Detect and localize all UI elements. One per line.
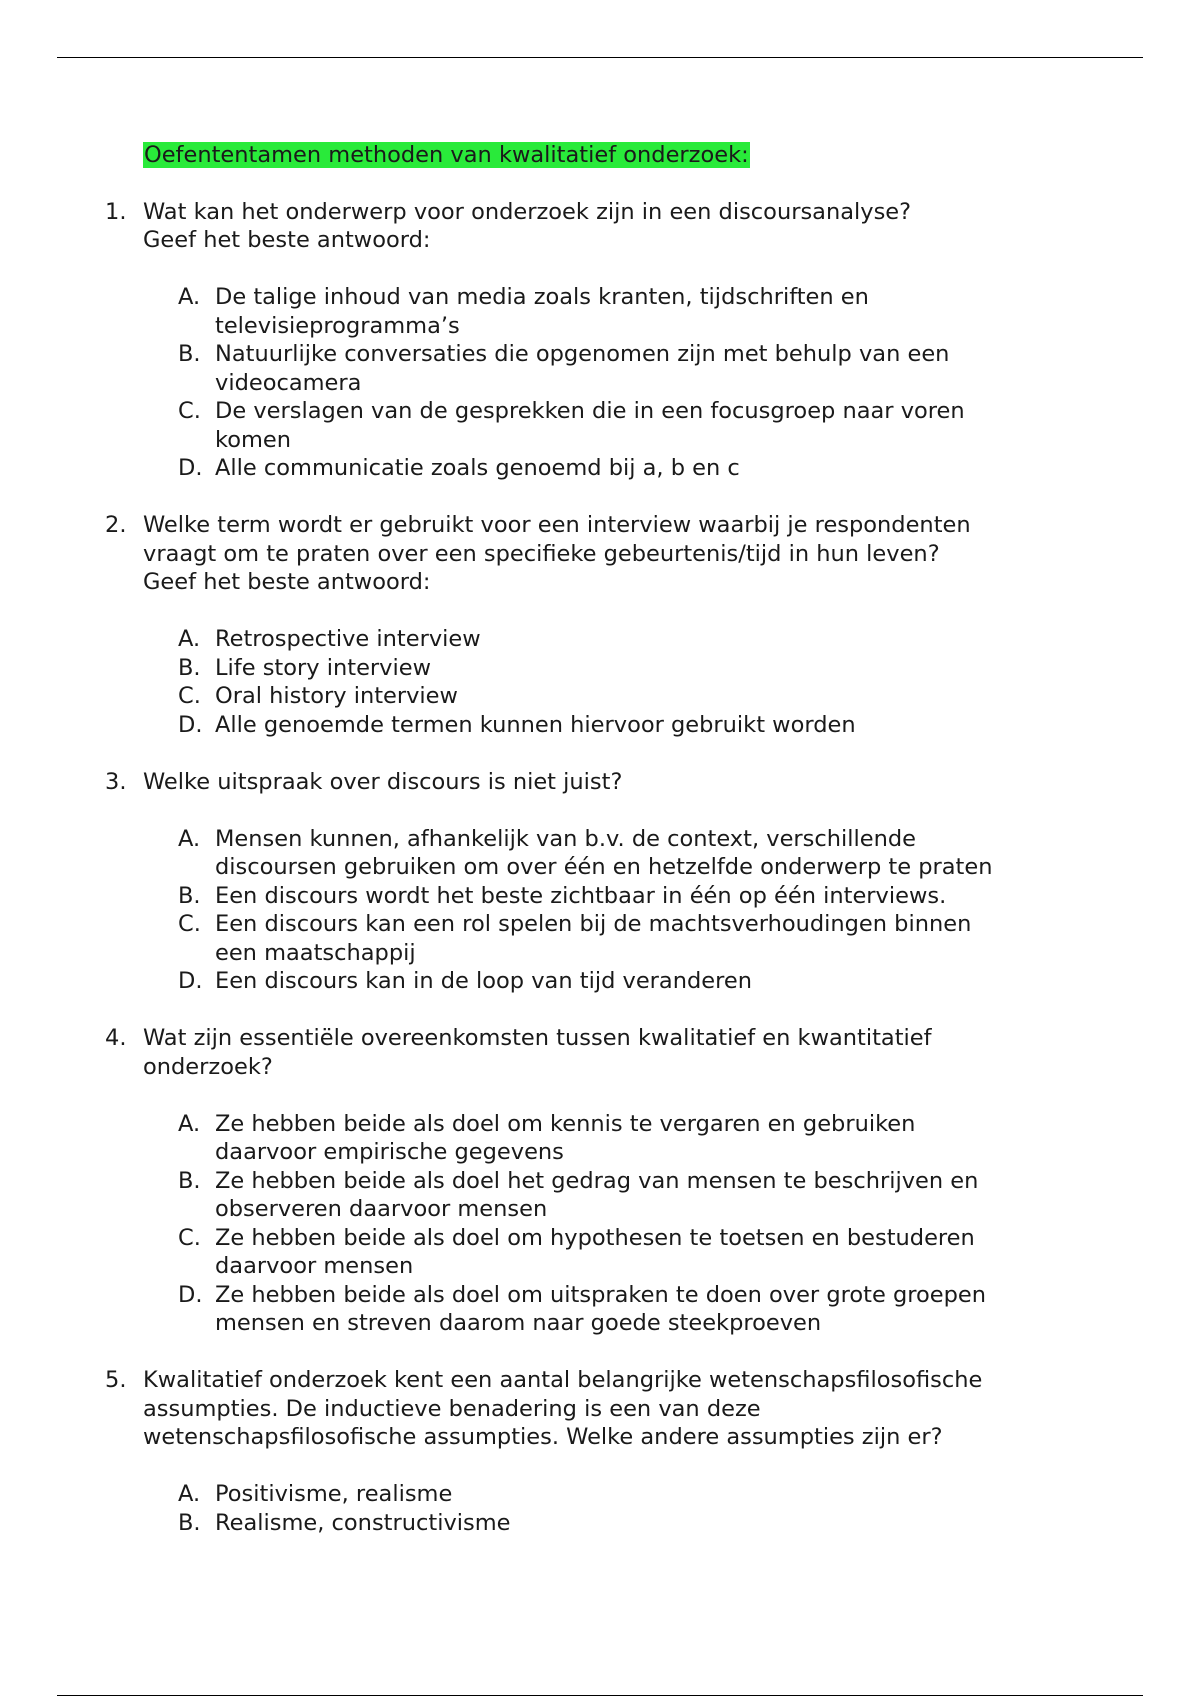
option-letter: D. (178, 711, 203, 738)
option-letter: C. (178, 683, 201, 709)
answer-option (178, 682, 1075, 711)
option-text-line: Alle communicatie zoals genoemd bij a, b en c (215, 455, 740, 481)
answer-options (143, 1480, 1063, 1537)
question-number: 4. (105, 1025, 127, 1051)
question-text (143, 1366, 1063, 1452)
question-text-line: Welke uitspraak over discours is niet juist? (143, 768, 623, 795)
option-text-line: komen (215, 426, 292, 453)
option-letter: B. (178, 1167, 201, 1194)
question-text-line: assumpties. De inductieve benadering is een van deze (143, 1395, 761, 1422)
page-title-row (0, 141, 1200, 170)
option-letter: A. (178, 1481, 201, 1507)
option-text-line: Een discours kan in de loop van tijd veranderen (215, 968, 752, 994)
answer-option (178, 882, 1075, 911)
top-rule (57, 57, 1143, 58)
answer-options (143, 625, 1063, 739)
question-2 (0, 511, 1063, 739)
answer-option (178, 910, 1075, 967)
question-3 (0, 768, 1063, 996)
option-text-line: Ze hebben beide als doel om kennis te vergaren en gebruiken (215, 1110, 916, 1137)
option-letter: A. (178, 284, 201, 310)
option-letter: C. (178, 398, 201, 424)
option-text-line: Retrospective interview (215, 626, 481, 652)
option-text-line: daarvoor mensen (215, 1253, 414, 1279)
question-number: 2. (105, 512, 127, 538)
option-text-line: Ze hebben beide als doel het gedrag van mensen te beschrijven en (215, 1167, 979, 1194)
option-letter: A. (178, 626, 201, 652)
question-text-line: Geef het beste antwoord: (143, 227, 431, 253)
question-text (143, 1024, 1063, 1081)
option-letter: A. (178, 1110, 201, 1137)
option-letter: B. (178, 654, 201, 681)
option-text-line: Positivisme, realisme (215, 1481, 453, 1507)
answer-option (178, 283, 1075, 340)
option-text-line: discoursen gebruiken om over één en hetzelfde onderwerp te praten (215, 854, 993, 880)
question-number: 5. (105, 1367, 127, 1393)
answer-option (178, 625, 1075, 654)
answer-option (178, 1480, 1075, 1509)
answer-option (178, 967, 1075, 996)
question-text (143, 768, 1063, 797)
question-number: 3. (105, 768, 127, 795)
option-text-line: Een discours wordt het beste zichtbaar in één op één interviews. (215, 882, 947, 909)
question-1 (0, 198, 1063, 483)
question-text-line: Wat kan het onderwerp voor onderzoek zijn in een discoursanalyse? (143, 198, 912, 225)
question-number: 1. (105, 198, 127, 225)
option-text-line: videocamera (215, 369, 362, 396)
answer-option (178, 454, 1075, 483)
answer-option (178, 397, 1075, 454)
option-letter: B. (178, 882, 201, 909)
question-text-line: wetenschapsfilosofische assumpties. Welke andere assumpties zijn er? (143, 1424, 943, 1450)
option-text-line: Ze hebben beide als doel om hypothesen te toetsen en bestuderen (215, 1224, 975, 1251)
option-text-line: Realisme, constructivisme (215, 1509, 511, 1536)
option-text-line: Een discours kan een rol spelen bij de machtsverhoudingen binnen (215, 911, 972, 937)
option-letter: B. (178, 341, 201, 367)
option-text-line: Life story interview (215, 654, 431, 681)
answer-option (178, 825, 1075, 882)
question-list (0, 198, 1200, 1538)
answer-option (178, 340, 1075, 397)
option-text-line: Alle genoemde termen kunnen hiervoor gebruikt worden (215, 711, 856, 738)
option-letter: C. (178, 1224, 201, 1251)
answer-option (178, 1224, 1075, 1281)
question-text-line: vraagt om te praten over een specifieke gebeurtenis/tijd in hun leven? (143, 540, 940, 567)
question-text-line: onderzoek? (143, 1053, 273, 1080)
option-text-line: mensen en streven daarom naar goede steekproeven (215, 1310, 822, 1336)
answer-option (178, 1167, 1075, 1224)
option-text-line: daarvoor empirische gegevens (215, 1139, 564, 1165)
option-letter: D. (178, 1281, 203, 1308)
question-4 (0, 1024, 1063, 1338)
option-letter: D. (178, 455, 203, 481)
question-text-line: Welke term wordt er gebruikt voor een interview waarbij je respondenten (143, 512, 971, 538)
answer-options (143, 825, 1063, 996)
answer-options (143, 283, 1063, 483)
answer-options (143, 1110, 1063, 1338)
option-text-line: De talige inhoud van media zoals kranten, tijdschriften en (215, 284, 869, 310)
answer-option (178, 654, 1075, 683)
option-text-line: televisieprogramma’s (215, 312, 460, 339)
option-text-line: Mensen kunnen, afhankelijk van b.v. de context, verschillende (215, 825, 916, 852)
option-text-line: observeren daarvoor mensen (215, 1196, 548, 1222)
option-text-line: De verslagen van de gesprekken die in een focusgroep naar voren (215, 398, 965, 424)
option-letter: A. (178, 825, 201, 852)
option-letter: C. (178, 911, 201, 937)
option-text-line: Natuurlijke conversaties die opgenomen zijn met behulp van een (215, 341, 950, 367)
option-letter: B. (178, 1509, 201, 1536)
answer-option (178, 711, 1075, 740)
option-text-line: Oral history interview (215, 683, 458, 709)
bottom-rule (57, 1695, 1143, 1696)
question-text-line: Kwalitatief onderzoek kent een aantal belangrijke wetenschapsfilosofische (143, 1367, 983, 1393)
answer-option (178, 1110, 1075, 1167)
question-5 (0, 1366, 1063, 1537)
page-title: Oefententamen methoden van kwalitatief onderzoek: (144, 142, 749, 168)
question-text-line: Wat zijn essentiële overeenkomsten tussen kwalitatief en kwantitatief (143, 1025, 932, 1051)
option-text-line: Ze hebben beide als doel om uitspraken te doen over grote groepen (215, 1281, 986, 1308)
option-letter: D. (178, 968, 203, 994)
document-body (0, 141, 1200, 1566)
question-text (143, 511, 1063, 597)
question-text (143, 198, 1063, 255)
option-text-line: een maatschappij (215, 939, 416, 966)
question-text-line: Geef het beste antwoord: (143, 569, 431, 595)
answer-option (178, 1281, 1075, 1338)
answer-option (178, 1509, 1075, 1538)
